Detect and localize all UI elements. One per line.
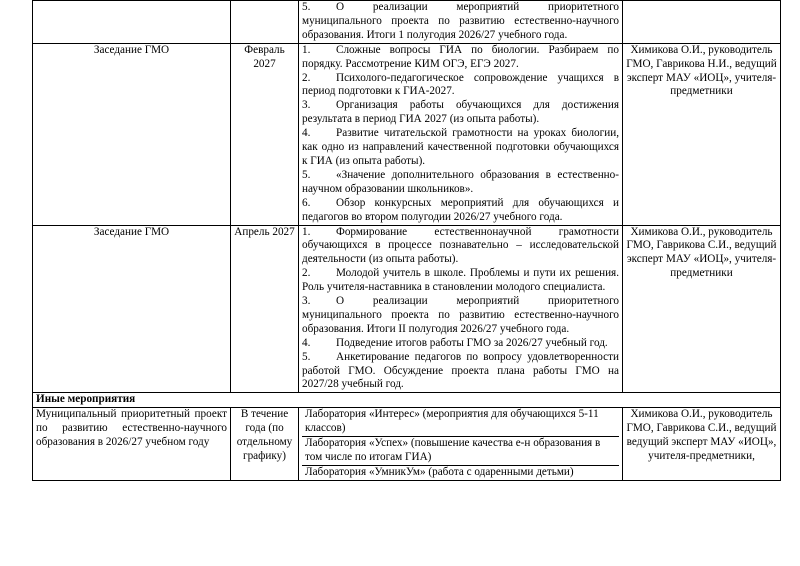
- topic-number: 6.: [302, 196, 311, 209]
- topic-text: Организация работы обучающихся для достижения результата в период ГИА 2027 (из опыта работы).: [302, 99, 619, 126]
- topic-item: [302, 351, 619, 393]
- topic-number: 1.: [302, 225, 311, 238]
- topic-item: [302, 337, 619, 351]
- topic-number: 3.: [302, 295, 311, 308]
- topic-item: [302, 267, 619, 295]
- topic-text: «Значение дополнительного образования в естественно-научном образовании школьников».: [302, 168, 619, 195]
- responsible-cell: [623, 1, 781, 44]
- topics-cell: [299, 225, 623, 393]
- topic-number: 2.: [302, 71, 311, 84]
- table-row: [33, 1, 781, 44]
- topic-text: Анкетирование педагогов по вопросу удовлетворенности работой ГМО. Обсуждение проекта плана работы ГМО на 2027/28 учебный год.: [302, 350, 619, 391]
- topic-number: 4.: [302, 127, 311, 140]
- topic-item: [302, 1, 619, 43]
- lab-item: Лаборатория «Интерес» (мероприятия для обучающихся 5-11 классов): [302, 408, 619, 437]
- topic-text: Обзор конкурсных мероприятий для обучающихся и педагогов во втором полугодии 2026/27 учебного года.: [302, 196, 619, 223]
- lab-item: Лаборатория «Успех» (повышение качества е-н образования в том числе по итогам ГИА): [302, 437, 619, 466]
- topic-text: О реализации мероприятий приоритетного муниципального проекта по развитию естественно-научного образования. Итоги II полугодия 2026/27 учебного года.: [302, 295, 619, 335]
- topic-text: О реализации мероприятий приоритетного муниципального проекта по развитию естественно-научного образования. Итоги 1 полугодия 2026/27 учебного года.: [302, 1, 619, 41]
- section-title: Иные мероприятия: [33, 393, 781, 408]
- event-cell: Заседание ГМО: [33, 225, 231, 393]
- topic-item: [302, 295, 619, 337]
- topic-item: [302, 72, 619, 100]
- date-cell: Апрель 2027: [231, 225, 299, 393]
- topic-number: 5.: [302, 1, 311, 13]
- topic-number: 1.: [302, 43, 311, 56]
- topic-text: Молодой учитель в школе. Проблемы и пути их решения. Роль учителя-наставника в становлении молодого специалиста.: [302, 267, 619, 294]
- topic-item: [302, 197, 619, 225]
- topic-number: 3.: [302, 99, 311, 112]
- topic-item: [302, 44, 619, 72]
- topic-text: Подведение итогов работы ГМО за 2026/27 учебный год.: [336, 336, 608, 349]
- section-row: [33, 393, 781, 408]
- topic-number: 4.: [302, 336, 311, 349]
- topic-text: Сложные вопросы ГИА по биологии. Разбираем по порядку. Рассмотрение КИМ ОГЭ, ЕГЭ 2027.: [302, 43, 619, 70]
- event-cell: [33, 1, 231, 44]
- date-cell: [231, 1, 299, 44]
- topic-text: Развитие читательской грамотности на уроках биологии, как одно из направлений качественной подготовки обучающихся к ГИА (из опыта работы).: [302, 127, 619, 167]
- topic-text: Психолого-педагогическое сопровождение учащихся в период подготовки к ГИА-2027.: [302, 71, 619, 98]
- date-cell: Февраль 2027: [231, 43, 299, 225]
- topic-item: [302, 99, 619, 127]
- topic-number: 5.: [302, 350, 311, 363]
- topic-number: 5.: [302, 168, 311, 181]
- topic-item: [302, 127, 619, 169]
- topics-cell: [299, 43, 623, 225]
- labs-cell: [299, 408, 623, 481]
- date-cell: В течение года (по отдельному графику): [231, 408, 299, 481]
- responsible-cell: Химикова О.И., руководитель ГМО, Гаврикова С.И., ведущий эксперт МАУ «ИОЦ», учителя-предметники: [623, 225, 781, 393]
- topic-item: [302, 226, 619, 268]
- table-row: [33, 43, 781, 225]
- responsible-cell: Химикова О.И., руководитель ГМО, Гаврикова С.И., ведущий ведущий эксперт МАУ «ИОЦ», учителя-предметники,: [623, 408, 781, 481]
- topic-number: 2.: [302, 267, 311, 280]
- responsible-cell: Химикова О.И., руководитель ГМО, Гаврикова Н.И., ведущий эксперт МАУ «ИОЦ», учителя-предметники: [623, 43, 781, 225]
- event-cell: Заседание ГМО: [33, 43, 231, 225]
- topics-cell: [299, 1, 623, 44]
- plan-table: [32, 0, 781, 481]
- lab-item: Лаборатория «УмникУм» (работа с одаренными детьми): [305, 465, 574, 478]
- table-row: [33, 408, 781, 481]
- event-cell: Муниципальный приоритетный проект по развитию естественно-научного образования в 2026/27 учебном году: [33, 408, 231, 481]
- table-row: [33, 225, 781, 393]
- topic-item: [302, 169, 619, 197]
- topic-text: Формирование естественнонаучной грамотности обучающихся в процессе познавательно – исследовательской деятельности (из опыта работы).: [302, 225, 619, 266]
